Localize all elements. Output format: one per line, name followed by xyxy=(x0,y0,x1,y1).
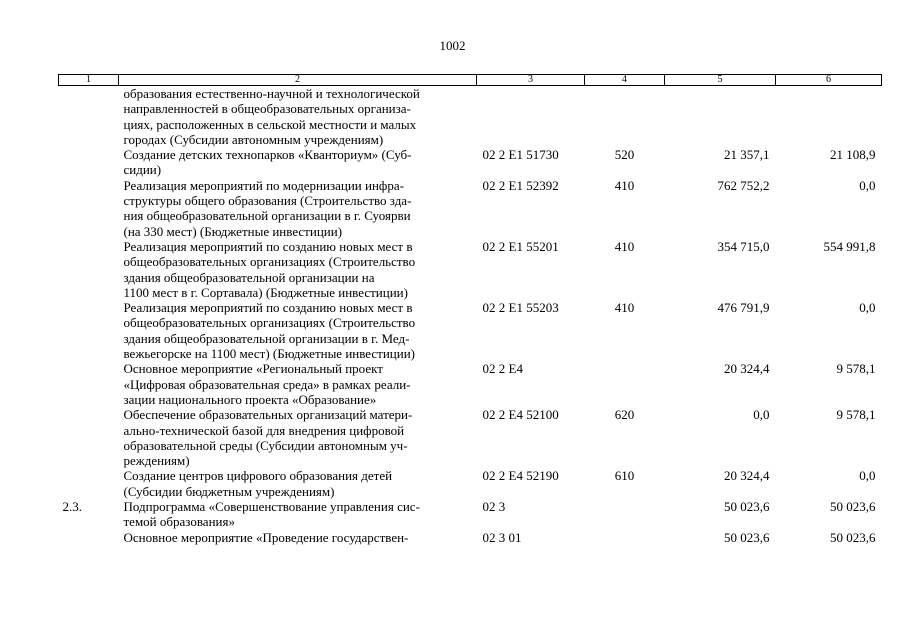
row-code: 02 2 E1 52392 xyxy=(482,177,559,193)
table-row xyxy=(59,530,882,545)
table-row xyxy=(59,361,882,407)
row-amount-2: 50 023,6 xyxy=(830,529,876,545)
row-description: Основное мероприятие «Проведение государствен- xyxy=(123,529,409,545)
row-expense-type: 520 xyxy=(614,147,635,163)
row-index xyxy=(59,407,119,468)
table-header xyxy=(59,75,882,86)
row-code: 02 2 E1 55201 xyxy=(482,238,559,254)
row-code: 02 2 E4 xyxy=(482,361,523,377)
row-description: Обеспечение образовательных организаций матери- ально-технической базой для внедрения цифровой образовательной среды (Субсидии автономным уч- реждениям) xyxy=(123,407,413,469)
row-description: Подпрограмма «Совершенствование управления сис- темой образования» xyxy=(123,499,420,530)
row-code xyxy=(477,86,585,148)
row-amount-1: 20 324,4 xyxy=(724,361,770,377)
table-body xyxy=(59,86,882,545)
column-header-5: 5 xyxy=(665,75,776,86)
row-code: 02 3 01 xyxy=(482,529,522,545)
row-amount-2: 9 578,1 xyxy=(836,361,876,377)
header-row xyxy=(59,75,882,86)
row-description: Создание центров цифрового образования детей (Субсидии бюджетным учреждениям) xyxy=(123,468,393,499)
row-code: 02 3 xyxy=(482,499,506,515)
row-amount-1: 21 357,1 xyxy=(724,147,770,163)
table-row xyxy=(59,499,882,530)
row-index: 2.3. xyxy=(62,499,82,515)
row-amount-1: 20 324,4 xyxy=(724,468,770,484)
row-amount-1: 50 023,6 xyxy=(724,499,770,515)
row-description: Реализация мероприятий по модернизации инфра- структуры общего образования (Строительство зда- ния общеобразовательной организации в г. Суоярви (на 330 мест) (Бюджетные инвестиции) xyxy=(123,177,412,239)
row-index xyxy=(59,147,119,178)
row-amount-1: 476 791,9 xyxy=(717,300,770,316)
row-amount-2: 21 108,9 xyxy=(830,147,876,163)
row-index xyxy=(59,468,119,499)
column-header-6: 6 xyxy=(776,75,882,86)
row-amount-2: 9 578,1 xyxy=(836,407,876,423)
row-description: Реализация мероприятий по созданию новых мест в общеобразовательных организациях (Строительство здания общеобразовательной организации в г. Мед- вежьегорске на 1100 мест) (Бюджетные инвестиции) xyxy=(123,300,416,362)
page-number: 1002 xyxy=(439,38,466,53)
column-header-1: 1 xyxy=(59,75,119,86)
row-amount-2: 0,0 xyxy=(859,300,876,316)
row-amount-1: 762 752,2 xyxy=(717,177,770,193)
row-description: Основное мероприятие «Региональный проект «Цифровая образовательная среда» в рамках реали- зации национального проекта «Образование» xyxy=(123,361,411,407)
budget-table xyxy=(58,74,882,545)
row-expense-type: 410 xyxy=(614,238,635,254)
row-code: 02 2 E1 55203 xyxy=(482,300,559,316)
column-header-4: 4 xyxy=(585,75,665,86)
row-amount-1: 50 023,6 xyxy=(724,529,770,545)
table-row xyxy=(59,468,882,499)
column-header-3: 3 xyxy=(477,75,585,86)
table-row xyxy=(59,300,882,361)
row-amount-2: 0,0 xyxy=(859,468,876,484)
row-index xyxy=(59,86,119,148)
row-description: Реализация мероприятий по созданию новых мест в общеобразовательных организациях (Строительство здания общеобразовательной организации на 1100 мест в г. Сортавала) (Бюджетные инвестиции) xyxy=(123,238,416,300)
row-code: 02 2 E4 52190 xyxy=(482,468,559,484)
row-expense-type xyxy=(585,361,665,407)
column-header-2: 2 xyxy=(119,75,477,86)
row-expense-type xyxy=(585,86,665,148)
table-row xyxy=(59,239,882,300)
row-code: 02 2 E1 51730 xyxy=(482,147,559,163)
row-expense-type xyxy=(585,499,665,530)
table-row xyxy=(59,147,882,178)
row-description: образования естественно-научной и технологической направленностей в общеобразовательных организа- циях, расположенных в сельской местности и малых городах (Субсидии автономным учреждениям) xyxy=(123,86,420,147)
row-index xyxy=(59,361,119,407)
table-row xyxy=(59,178,882,239)
row-expense-type: 410 xyxy=(614,300,635,316)
row-amount-2 xyxy=(776,86,882,148)
row-amount-1: 0,0 xyxy=(753,407,770,423)
row-amount-2: 554 991,8 xyxy=(823,238,876,254)
row-amount-2: 0,0 xyxy=(859,177,876,193)
row-amount-1: 354 715,0 xyxy=(717,238,770,254)
table-row xyxy=(59,86,882,148)
row-amount-1 xyxy=(665,86,776,148)
row-expense-type: 410 xyxy=(614,177,635,193)
row-index xyxy=(59,530,119,545)
row-index xyxy=(59,300,119,361)
row-expense-type: 620 xyxy=(614,407,635,423)
row-index xyxy=(59,239,119,300)
table-row xyxy=(59,407,882,468)
row-expense-type xyxy=(585,530,665,545)
row-amount-2: 50 023,6 xyxy=(830,499,876,515)
row-index xyxy=(59,178,119,239)
row-description: Создание детских технопарков «Кванториум» (Суб- сидии) xyxy=(123,147,412,178)
row-expense-type: 610 xyxy=(614,468,635,484)
row-code: 02 2 E4 52100 xyxy=(482,407,559,423)
